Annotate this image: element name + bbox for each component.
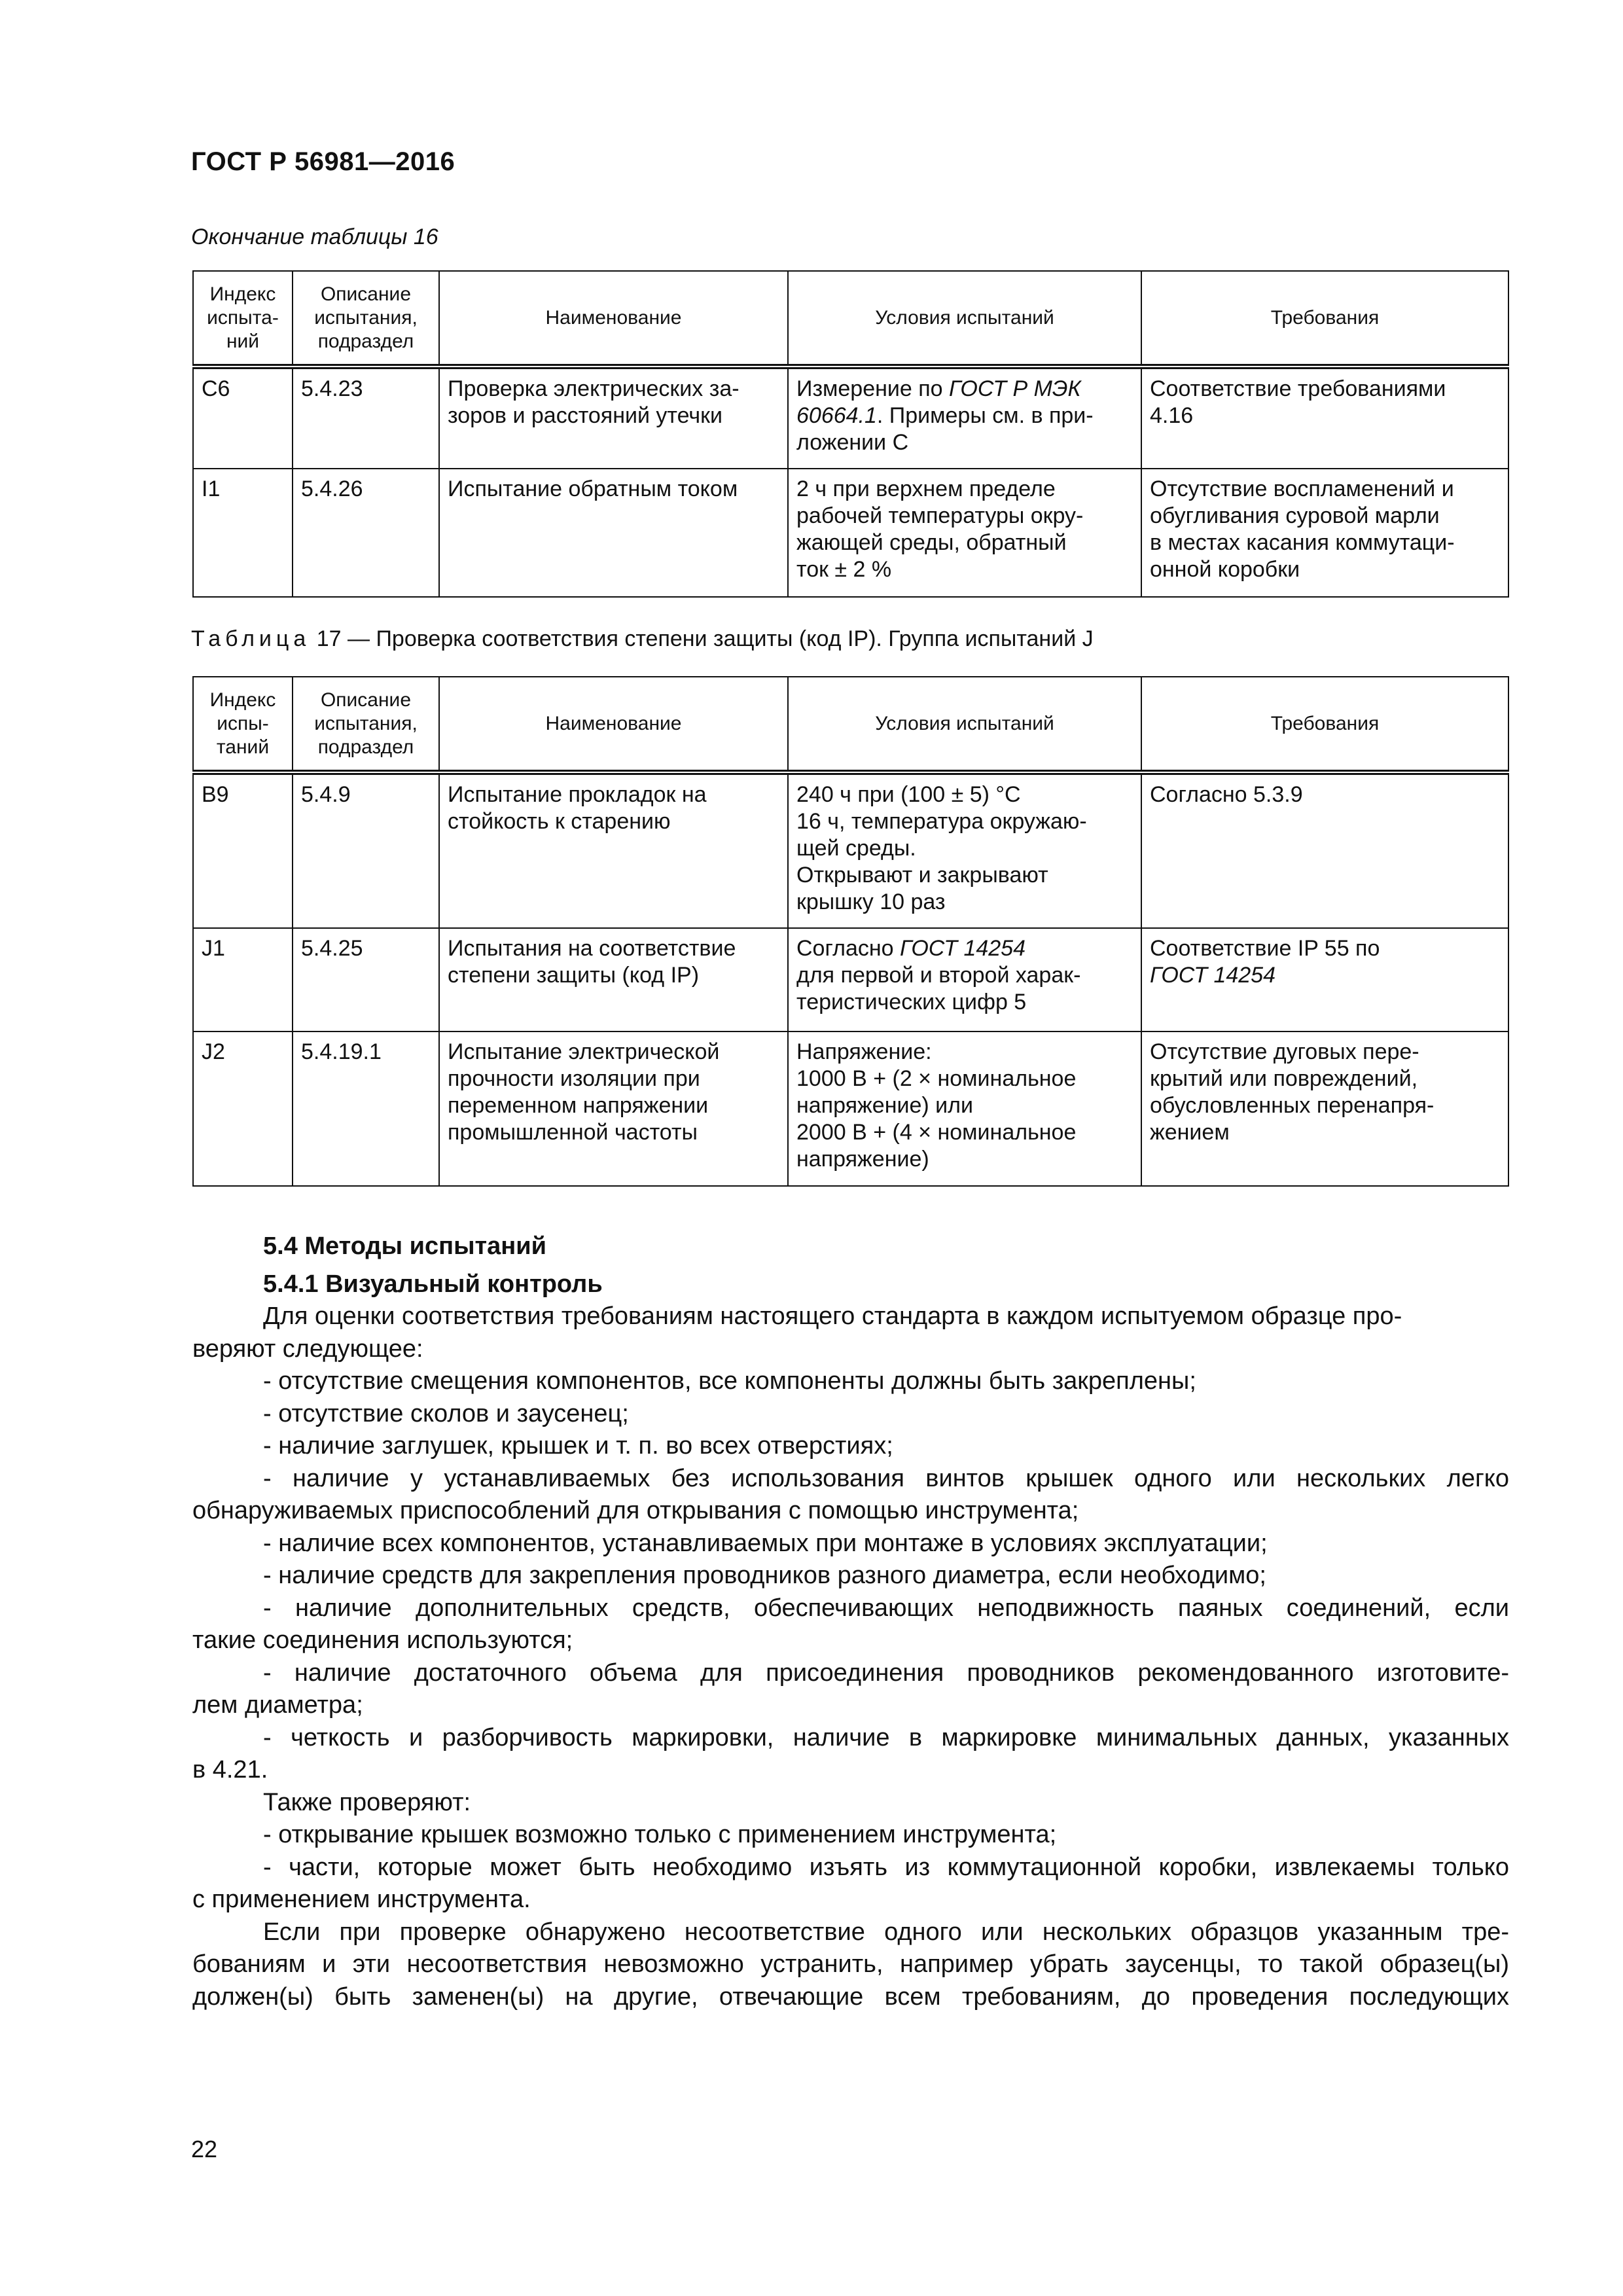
list-item: - наличие достаточного объема для присоединения проводников рекомендованного изготовите- [263,1659,1509,1687]
list-item: - открывание крышек возможно только с применением инструмента; [263,1821,1057,1848]
list-item: - части, которые может быть необходимо изъять из коммутационной коробки, извлекаемы только [263,1853,1509,1881]
list-item: - наличие дополнительных средств, обеспечивающих неподвижность паяных соединений, если [263,1594,1509,1622]
cell-name: Испытание электрической прочности изоляции при переменном напряжении промышленной частоты [439,1031,788,1186]
cell-index: C6 [193,367,293,469]
cell-requirements: Согласно 5.3.9 [1141,772,1508,928]
table17-caption [191,626,1094,652]
cell-subsection: 5.4.26 [293,469,439,597]
also-check-paragraph: Также проверяют: [263,1788,471,1816]
table-16 [192,270,1509,598]
cell-conditions [788,367,1141,469]
cond-text: Измерение по [796,376,950,401]
col-header-requirements: Требования [1141,677,1508,772]
table-row [193,1031,1508,1186]
col-header-conditions: Условия испытаний [788,271,1141,367]
col-header-subsection: Описание испытания, подраздел [293,677,439,772]
cell-subsection: 5.4.25 [293,928,439,1031]
cond-text: . Примеры см. в при- ложении С [796,403,1094,455]
table17-caption-text: 17 — Проверка соответствия степени защиты (код IP). Группа испытаний J [310,626,1094,651]
col-header-requirements: Требования [1141,271,1508,367]
standard-ref: ГОСТ Р МЭК 60664.1 [796,376,1081,428]
table-header-row [193,677,1508,772]
section-heading-5-4: 5.4 Методы испытаний [263,1232,546,1260]
cell-name: Проверка электрических за- зоров и расстояний утечки [439,367,788,469]
table-row [193,367,1508,469]
section-heading-5-4-1: 5.4.1 Визуальный контроль [263,1270,603,1298]
list-item-continuation: в 4.21. [192,1756,268,1784]
cell-subsection: 5.4.19.1 [293,1031,439,1186]
list-item: - наличие у устанавливаемых без использования винтов крышек одного или нескольких легко [263,1464,1509,1492]
cell-conditions: 240 ч при (100 ± 5) °С 16 ч, температура окружаю- щей среды. Открывают и закрывают крышку 10 раз [788,772,1141,928]
col-header-index: Индекс испыта- ний [193,271,293,367]
table17-caption-label: Таблица [191,626,311,651]
list-item: - наличие всех компонентов, устанавливаемых при монтаже в условиях эксплуатации; [263,1529,1268,1557]
list-item: - наличие средств для закрепления проводников разного диаметра, если необходимо; [263,1562,1266,1589]
table-header-row [193,271,1508,367]
cell-index: I1 [193,469,293,597]
col-header-subsection: Описание испытания, подраздел [293,271,439,367]
standard-ref: ГОСТ 14254 [900,936,1026,961]
cell-name: Испытание прокладок на стойкость к старению [439,772,788,928]
cond-text: Согласно [796,936,900,961]
cell-subsection: 5.4.9 [293,772,439,928]
paragraph-line: должен(ы) быть заменен(ы) на другие, отвечающие всем требованиям, до проведения последующих [192,1982,1509,2011]
list-item-continuation: с применением инструмента. [192,1886,531,1913]
page-number: 22 [191,2136,218,2162]
list-item-continuation: обнаруживаемых приспособлений для открывания с помощью инструмента; [192,1497,1079,1524]
standard-ref: ГОСТ 14254 [1150,963,1275,988]
paragraph-line: бованиям и эти несоответствия невозможно устранить, например убрать заусенцы, то такой образец(ы) [192,1950,1509,1978]
col-header-index: Индекс испы- таний [193,677,293,772]
cell-requirements: Отсутствие дуговых пере- крытий или повреждений, обусловленных перенапря- жением [1141,1031,1508,1186]
cell-index: J2 [193,1031,293,1186]
table-row [193,469,1508,597]
col-header-name: Наименование [439,271,788,367]
req-text: Соответствие IP 55 по [1150,936,1380,961]
cell-index: B9 [193,772,293,928]
cell-conditions [788,928,1141,1031]
list-item: - отсутствие смещения компонентов, все компоненты должны быть закреплены; [263,1367,1196,1395]
table-row [193,928,1508,1031]
list-item-continuation: лем диаметра; [192,1691,363,1719]
cond-text: для первой и второй харак- теристических цифр 5 [796,963,1081,1014]
cell-conditions: Напряжение: 1000 В + (2 × номинальное напряжение) или 2000 В + (4 × номинальное напряжение) [788,1031,1141,1186]
cell-requirements: Соответствие требованиями 4.16 [1141,367,1508,469]
cell-conditions: 2 ч при верхнем пределе рабочей температуры окру- жающей среды, обратный ток ± 2 % [788,469,1141,597]
cell-requirements: Отсутствие воспламенений и обугливания суровой марли в местах касания коммутаци- онной коробки [1141,469,1508,597]
cell-subsection: 5.4.23 [293,367,439,469]
cell-index: J1 [193,928,293,1031]
list-item: - наличие заглушек, крышек и т. п. во всех отверстиях; [263,1432,893,1460]
table-row [193,772,1508,928]
table16-caption: Окончание таблицы 16 [191,224,438,249]
document-header: ГОСТ Р 56981—2016 [191,147,455,176]
list-item: - четкость и разборчивость маркировки, наличие в маркировке минимальных данных, указанных [263,1723,1509,1751]
col-header-conditions: Условия испытаний [788,677,1141,772]
cell-name: Испытания на соответствие степени защиты (код IP) [439,928,788,1031]
cell-name: Испытание обратным током [439,469,788,597]
paragraph-line: Если при проверке обнаружено несоответствие одного или нескольких образцов указанным тре- [263,1918,1509,1946]
col-header-name: Наименование [439,677,788,772]
section-body [192,1230,1509,2013]
list-item-continuation: такие соединения используются; [192,1626,573,1654]
intro-paragraph: Для оценки соответствия требованиям настоящего стандарта в каждом испытуемом образце про- веряют следующее: [192,1302,1402,1363]
table-17 [192,676,1509,1187]
cell-requirements [1141,928,1508,1031]
list-item: - отсутствие сколов и заусенец; [263,1399,629,1427]
